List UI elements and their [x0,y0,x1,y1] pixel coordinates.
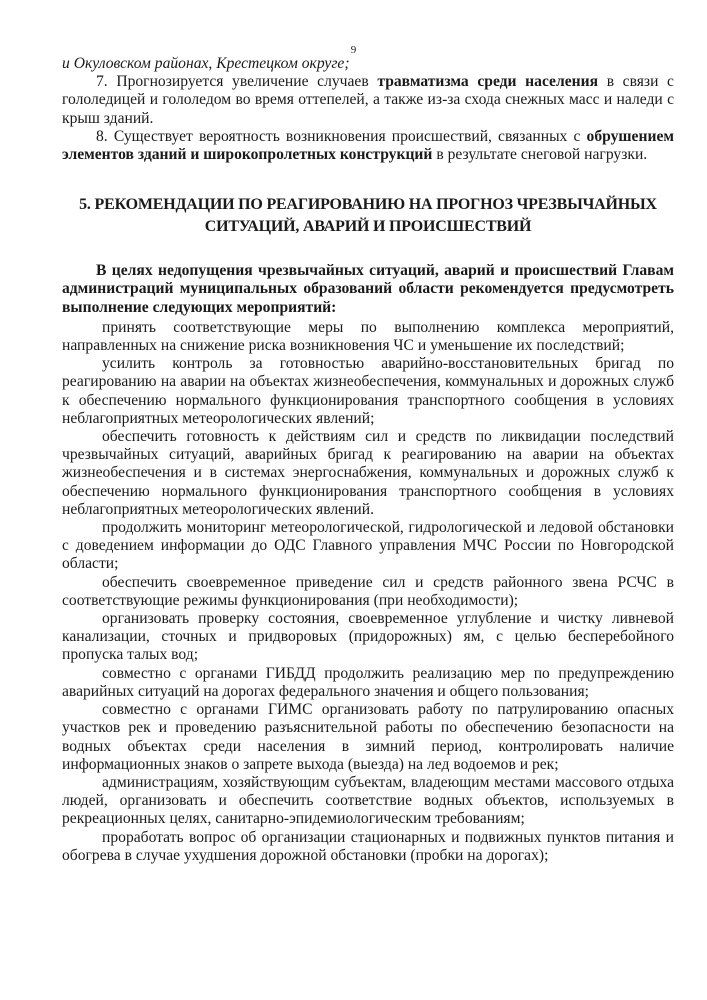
item-7-number: 7. [96,73,108,91]
measure-item: обеспечить своевременное приведение сил и средств районного звена РСЧС в соответствующие режимы функционирования (при необходимости); [62,573,674,609]
item-8-bold: обрушением элементов зданий и широкопролетных конструкций [62,127,674,164]
measures-list [62,319,674,865]
item-7-text-start: Прогнозируется увеличение случаев [116,73,369,91]
measure-item: принять соответствующие меры по выполнению комплекса мероприятий, направленных на снижение риска возникновения ЧС и уменьшение их последствий; [62,318,674,355]
measure-item: обеспечить готовность к действиям сил и средств по ликвидации последствий чрезвычайных ситуаций, аварийных бригад к реагированию на аварии на объектах жизнеобеспечения и в системах энергоснабжения, коммунальных и дорожных служб к обеспечению нормального функционирования транспортного сообщения в условиях неблагоприятных метеорологических явлений. [62,428,674,518]
section-title: РЕКОМЕНДАЦИИ ПО РЕАГИРОВАНИЮ НА ПРОГНОЗ ЧРЕЗВЫЧАЙНЫХ СИТУАЦИЙ, АВАРИЙ И ПРОИСШЕСТВИЙ [94,196,657,236]
page-number: 9 [350,44,357,56]
measure-item: продолжить мониторинг метеорологической, гидрологической и ледовой обстановки с доведением информации до ОДС Главного управления МЧС России по Новгородской области; [62,519,674,573]
measure-item: организовать проверку состояния, своевременное углубление и чистку ливневой канализации, сточных и придворовых (придорожных) ям, с целью бесперебойного пропуска талых вод; [62,610,674,664]
section-number: 5. [79,196,91,214]
measure-item: совместно с органами ГИБДД продолжить реализацию мер по предупреждению аварийных ситуаций на дорогах федерального значения и общего пользования; [62,664,674,700]
forecast-item-7 [62,73,674,128]
recommendation-lead: В целях недопущения чрезвычайных ситуаций, аварий и происшествий Главам администраций муниципальных образований области рекомендуется предусмотреть выполнение следующих мероприятий: [62,262,674,316]
item-8-number: 8. [96,127,108,145]
measure-item: проработать вопрос об организации стационарных и подвижных пунктов питания и обогрева в случае ухудшения дорожной обстановки (пробки на дорогах); [62,828,674,864]
continuation-line: и Окуловском районах, Крестецком округе; [62,55,350,72]
measure-item: администрациям, хозяйствующим субъектам, владеющим местами массового отдыха людей, организовать и обеспечить соответствие водных объектов, используемых в рекреационных целях, санитарно-эпидемиологическим требованиям; [62,773,674,828]
item-7-bold: травматизма среди населения [377,73,599,91]
section-heading [62,194,674,238]
page-content [62,55,674,865]
measure-item: усилить контроль за готовностью аварийно-восстановительных бригад по реагированию на аварии на объектах жизнеобеспечения, коммунальных и дорожных служб к обеспечению нормального функционирования транспортного сообщения в условиях неблагоприятных метеорологических явлений; [62,355,674,427]
item-8-text-start: Существует вероятность возникновения происшествий, связанных с [113,127,581,145]
measure-item: совместно с органами ГИМС организовать работу по патрулированию опасных участков рек и проведению разъяснительной работы по обеспечению безопасности на водных объектах среди населения в зимний период, контролировать наличие информационных знаков о запрете выхода (выезда) на лед водоемов и рек; [62,701,674,773]
item-7-text-end: в связи с гололедицей и гололедом во время оттепелей, а также из-за схода снежных масс и наледи с крыш зданий. [62,73,674,127]
item-8-text-end: в результате снеговой нагрузки. [436,146,648,164]
forecast-item-8 [62,128,674,164]
